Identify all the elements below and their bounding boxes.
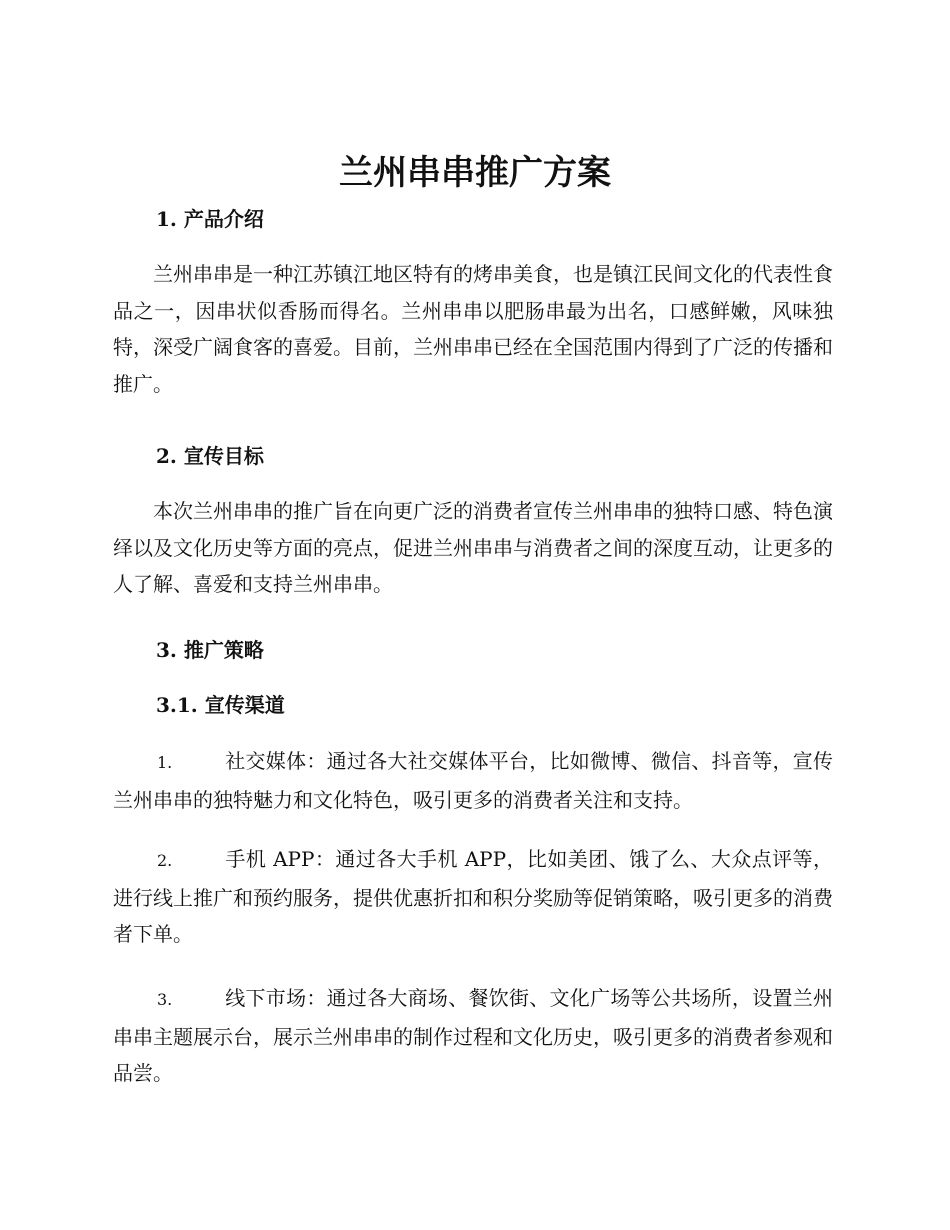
list-item-number: 1. (157, 753, 173, 772)
section-heading-product-intro: 1. 产品介绍 (156, 207, 264, 231)
section-paragraph-promotion-goal: 本次兰州串串的推广旨在向更广泛的消费者宣传兰州串串的独特口感、特色演绎以及文化历史等方面的亮点，促进兰州串串与消费者之间的深度互动，让更多的人了解、喜爱和支持兰州串串。 (113, 499, 833, 596)
list-item (113, 980, 833, 1092)
list-item-text: 线下市场：通过各大商场、餐饮街、文化广场等公共场所，设置兰州串串主题展示台，展示兰州串串的制作过程和文化历史，吸引更多的消费者参观和品尝。 (113, 986, 833, 1085)
list-item (113, 743, 833, 818)
section-heading-promotion-goal: 2. 宣传目标 (156, 444, 264, 468)
section-paragraph-product-intro: 兰州串串是一种江苏镇江地区特有的烤串美食，也是镇江民间文化的代表性食品之一，因串状似香肠而得名。兰州串串以肥肠串最为出名，口感鲜嫩，风味独特，深受广阔食客的喜爱。目前，兰州串串已经在全国范围内得到了广泛的传播和推广。 (113, 262, 833, 396)
document-title: 兰州串串推广方案 (339, 153, 611, 193)
list-item-text: 社交媒体：通过各大社交媒体平台，比如微博、微信、抖音等，宣传兰州串串的独特魅力和文化特色，吸引更多的消费者关注和支持。 (113, 749, 833, 812)
section-heading-promotion-strategy: 3. 推广策略 (156, 638, 264, 662)
list-item-text: 手机 APP：通过各大手机 APP，比如美团、饿了么、大众点评等，进行线上推广和预约服务，提供优惠折扣和积分奖励等促销策略，吸引更多的消费者下单。 (113, 847, 833, 946)
section-heading-channels: 3.1. 宣传渠道 (156, 693, 285, 717)
list-item (113, 841, 833, 953)
list-item-number: 3. (157, 990, 173, 1009)
list-item-number: 2. (157, 851, 173, 870)
